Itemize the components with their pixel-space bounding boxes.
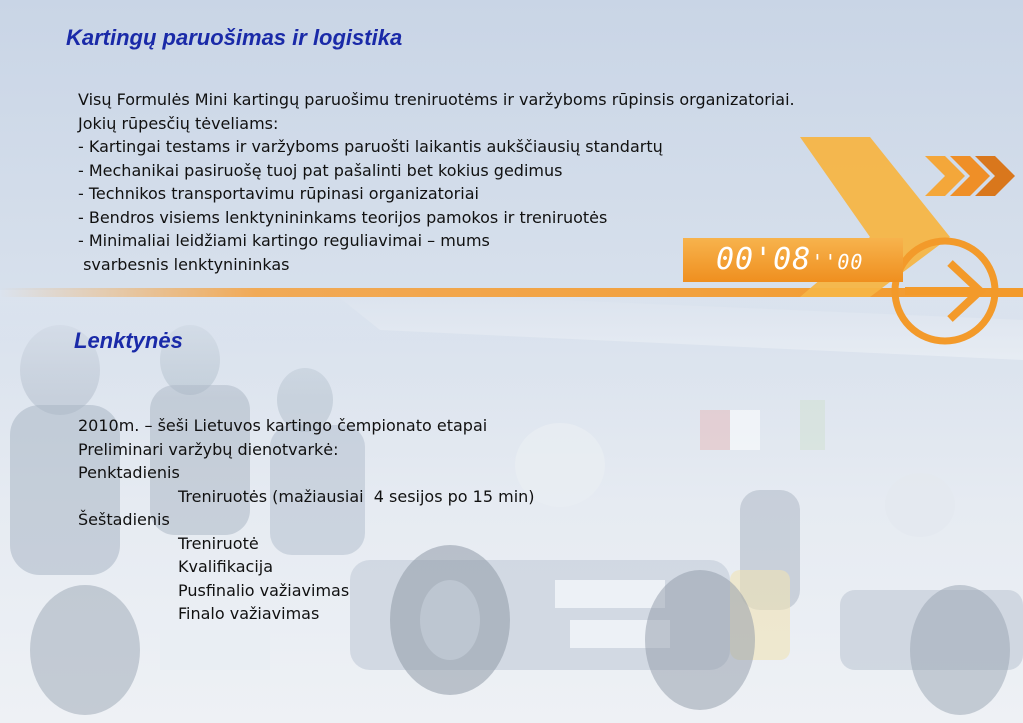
text-line: Treniruotė	[178, 533, 259, 553]
section1-text	[78, 88, 978, 276]
text-line: - Bendros visiems lenktynininkams teorijos pamokos ir treniruotės	[78, 207, 608, 227]
section2-text	[78, 414, 778, 626]
text-line: Jokių rūpesčių tėveliams:	[78, 113, 279, 133]
section1-title: Kartingų paruošimas ir logistika	[66, 25, 403, 50]
text-line: Kvalifikacija	[178, 557, 274, 576]
text-line: svarbesnis lenktynininkas	[78, 254, 290, 274]
text-line: - Minimaliai leidžiami kartingo reguliavimai – mums	[78, 231, 490, 250]
section2-title: Lenktynės	[74, 328, 183, 353]
text-line: Preliminari varžybų dienotvarkė:	[78, 439, 339, 459]
text-line: - Mechanikai pasiruošę tuoj pat pašalinti bet kokius gedimus	[78, 160, 563, 180]
timer-main: 00'08	[716, 242, 812, 277]
text-line: - Technikos transportavimu rūpinasi organizatoriai	[78, 184, 479, 203]
timer-sub: ''00	[811, 250, 864, 274]
text-line: Visų Formulės Mini kartingų paruošimu treniruotėms ir varžyboms rūpinsis organizatoriai.	[78, 90, 795, 109]
text-line: Finalo važiavimas	[178, 604, 320, 623]
text-line: 2010m. – šeši Lietuvos kartingo čempionato etapai	[78, 416, 488, 435]
text-line: Treniruotės (mažiausiai 4 sesijos po 15 min)	[178, 486, 535, 506]
text-line: Penktadienis	[78, 463, 180, 482]
text-line: Pusfinalio važiavimas	[178, 580, 350, 600]
text-line: Šeštadienis	[78, 510, 170, 529]
text-line: - Kartingai testams ir varžyboms paruošti laikantis aukščiausių standartų	[78, 137, 663, 156]
